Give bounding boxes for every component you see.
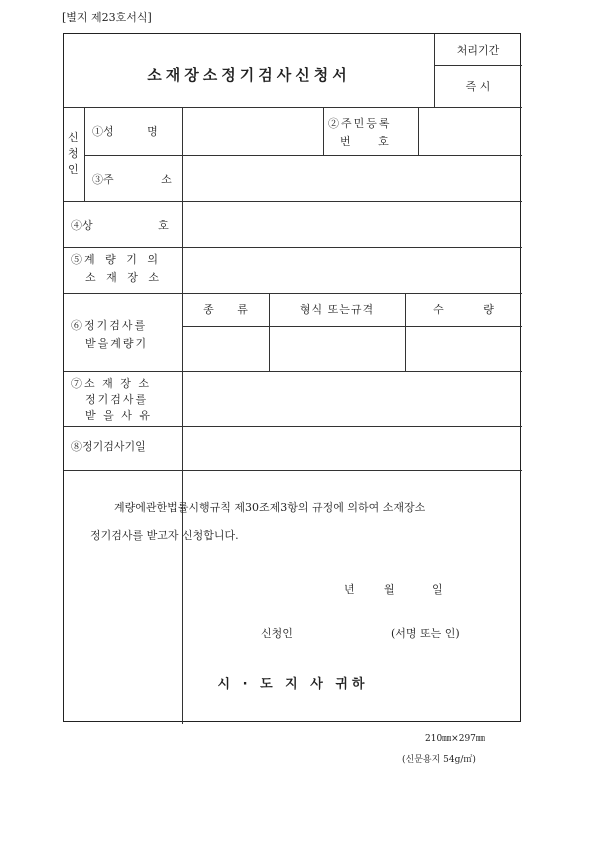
- divider: [182, 326, 522, 327]
- date-year: 년: [344, 583, 355, 596]
- divider: [64, 293, 522, 294]
- divider: [64, 201, 522, 202]
- processing-period-label: 처리기간: [456, 44, 500, 57]
- signature-label: 신청인: [261, 627, 293, 640]
- divider: [84, 107, 85, 201]
- paper-type: (신문용지 54g/㎡): [402, 755, 476, 765]
- divider: [64, 371, 522, 372]
- applicant-group-label: 신 청 인: [68, 131, 79, 176]
- form-title: 소재장소정기검사신청서: [147, 66, 351, 84]
- resident-id-label: ②주민등록 번 호: [328, 117, 392, 148]
- column-header-model: 형식 또는규격: [299, 303, 375, 316]
- divider: [64, 426, 522, 427]
- addressee: 시 · 도 지 사 귀하: [217, 677, 369, 692]
- location-label: ⑤계 량 기 의 소 재 장 소: [71, 253, 161, 284]
- inspection-label: ⑥정기검사를 받을계량기: [71, 319, 149, 350]
- date-month: 월: [384, 583, 395, 596]
- form-number: [별지 제23호서식]: [62, 11, 152, 24]
- divider: [323, 107, 324, 155]
- date-day: 일: [432, 583, 443, 596]
- reason-label: ⑦소 재 장 소 정기검사를 받 을 사 유: [71, 377, 152, 422]
- address-label: ③주 소: [92, 173, 172, 186]
- divider: [434, 65, 522, 66]
- processing-period-value: 즉 시: [465, 80, 491, 93]
- divider: [418, 107, 419, 155]
- name-label: ①성 명: [92, 125, 158, 138]
- statement: 계량에관한법률시행규칙 제30조제3항의 규정에 의하여 소재장소 정기검사를 받고자 신청합니다.: [90, 501, 426, 542]
- application-form: [63, 33, 521, 722]
- column-header-type: 종 류: [203, 303, 248, 316]
- inspection-date-label: ⑧정기검사기일: [71, 440, 146, 453]
- divider: [64, 107, 522, 108]
- signature-note: (서명 또는 인): [391, 627, 460, 640]
- business-name-label: ④상 호: [71, 219, 169, 232]
- divider: [64, 470, 522, 471]
- column-header-quantity: 수 량: [433, 303, 494, 316]
- divider: [64, 247, 522, 248]
- divider: [84, 155, 522, 156]
- divider: [182, 107, 183, 724]
- paper-size: 210㎜×297㎜: [425, 734, 485, 744]
